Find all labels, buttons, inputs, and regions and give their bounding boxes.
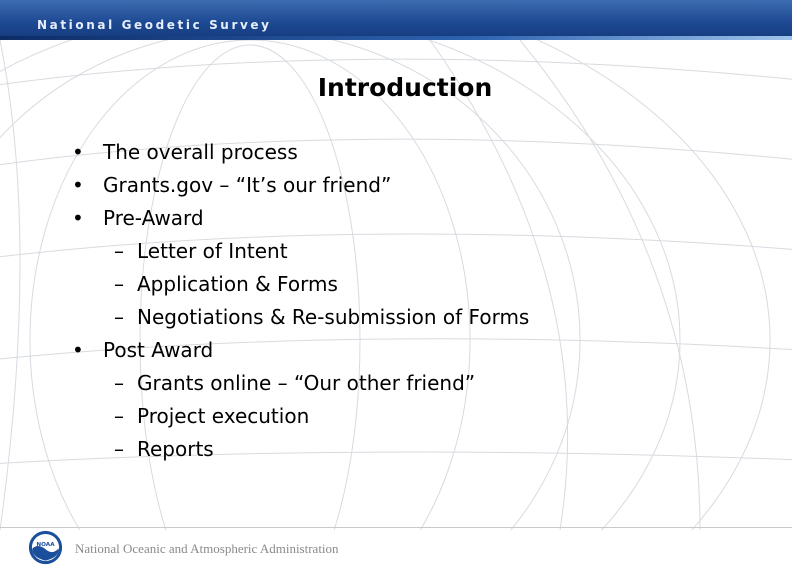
sub-bullet-marker: – bbox=[114, 272, 124, 296]
bullet-marker: • bbox=[72, 140, 84, 164]
noaa-logo-text: NOAA bbox=[36, 541, 55, 548]
sub-bullet-marker: – bbox=[114, 437, 124, 461]
bullet-marker: • bbox=[72, 338, 84, 362]
sub-bullet-text: Grants online – “Our other friend” bbox=[137, 371, 476, 395]
bullet-list bbox=[72, 137, 529, 467]
bullet-item bbox=[72, 137, 529, 170]
sub-bullet-marker: – bbox=[114, 404, 124, 428]
noaa-logo-icon bbox=[28, 530, 63, 565]
sub-bullet-marker: – bbox=[114, 371, 124, 395]
sub-bullet-marker: – bbox=[114, 239, 124, 263]
bullet-item bbox=[72, 335, 529, 368]
bullet-item bbox=[72, 203, 529, 236]
sub-bullet-marker: – bbox=[114, 305, 124, 329]
bullet-text: Grants.gov – “It’s our friend” bbox=[103, 173, 392, 197]
sub-bullet-item bbox=[72, 368, 529, 401]
slide-title: Introduction bbox=[317, 73, 493, 102]
bullet-marker: • bbox=[72, 173, 84, 197]
sub-bullet-text: Negotiations & Re-submission of Forms bbox=[137, 305, 530, 329]
header-bar bbox=[0, 0, 792, 40]
bullet-text: Post Award bbox=[103, 338, 214, 362]
footer-divider bbox=[0, 527, 792, 528]
sub-bullet-text: Project execution bbox=[137, 404, 310, 428]
sub-bullet-item bbox=[72, 236, 529, 269]
bullet-marker: • bbox=[72, 206, 84, 230]
header-title: National Geodetic Survey bbox=[37, 18, 272, 32]
sub-bullet-text: Reports bbox=[137, 437, 214, 461]
sub-bullet-item bbox=[72, 401, 529, 434]
bullet-text: Pre-Award bbox=[103, 206, 204, 230]
footer-organization-name: National Oceanic and Atmospheric Administration bbox=[75, 541, 339, 556]
sub-bullet-text: Letter of Intent bbox=[137, 239, 288, 263]
sub-bullet-item bbox=[72, 269, 529, 302]
bullet-item bbox=[72, 170, 529, 203]
sub-bullet-item bbox=[72, 434, 529, 467]
sub-bullet-item bbox=[72, 302, 529, 335]
bullet-text: The overall process bbox=[103, 140, 298, 164]
sub-bullet-text: Application & Forms bbox=[137, 272, 338, 296]
